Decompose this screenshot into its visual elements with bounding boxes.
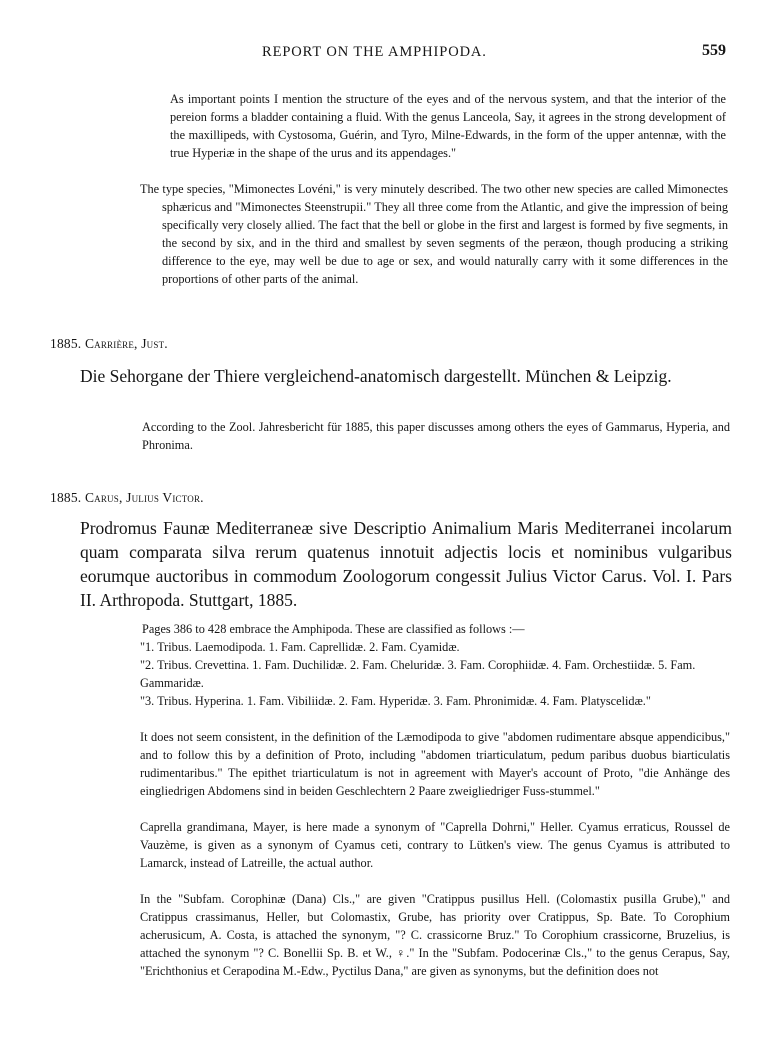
quote-paragraph-1: As important points I mention the structure of the eyes and of the nervous system, and that the interior of the pereion forms a bladder containing a fluid. With the genus Lanceola, Say, it agrees in the strong development of the maxillipeds, with Cystosoma, Guérin, and Tyro, Milne-Edwards, in the form of the upper antennæ, with the true Hyperiæ in the shape of the urus and its appendages."	[170, 92, 726, 160]
page-header	[0, 44, 776, 68]
entry-title-carriere: Die Sehorgane der Thiere vergleichend-anatomisch dargestellt. München & Leipzig.	[80, 366, 672, 386]
paragraph-caprella: Caprella grandimana, Mayer, is here made a synonym of "Caprella Dohrni," Heller. Cyamus erraticus, Roussel de Vauzème, is given as a synonym of Cyamus ceti, contrary to Lütken's view. The genus Cyamus is attributed to Lamarck, instead of Latreille, the actual author.	[140, 820, 730, 870]
classification-intro: Pages 386 to 428 embrace the Amphipoda. These are classified as follows :—	[142, 622, 525, 636]
quote-paragraph-2: The type species, "Mimonectes Lovéni," is very minutely described. The two other new species are called Mimonectes sphæricus and "Mimonectes Steenstrupii." They all three come from the Atlantic, and give the impression of being specifically very closely allied. The fact that the bell or globe in the first and largest is formed by five segments, in the second by six, and in the third and smallest by seven segments of the peræon, though producing a striking difference to the eye, may well be due to age or sex, and would naturally carry with it some differences in the proportions of other parts of the animal.	[140, 182, 728, 286]
entry-title-carus: Prodromus Faunæ Mediterraneæ sive Descriptio Animalium Maris Mediterranei incolarum quam comparata silva rerum quatenus innotuit adjectis locis et nominibus vulgaribus eorumque auctoribus in commodum Zoologorum congessit Julius Victor Carus. Vol. I. Pars II. Arthropoda. Stuttgart, 1885.	[80, 518, 732, 610]
list-item: "3. Tribus. Hyperina. 1. Fam. Vibiliidæ. 2. Fam. Hyperidæ. 3. Fam. Phronimidæ. 4. Fam. Platyscelidæ."	[140, 694, 651, 708]
list-item: "1. Tribus. Laemodipoda. 1. Fam. Caprellidæ. 2. Fam. Cyamidæ.	[140, 640, 460, 654]
entry-year: 1885.	[50, 490, 82, 505]
page-number: 559	[702, 42, 726, 59]
paragraph-corophinae: In the "Subfam. Corophinæ (Dana) Cls.," are given "Cratippus pusillus Hell. (Colomastix pusilla Grube)," and Cratippus crassimanus, Heller, but Colomastix, Grube, has priority over Cratippus, Sp. Bate. To Corophium acherusicum, A. Costa, is attached the synonym, "? C. crassicorne Bruz." To Corophium crassicorne, Bruzelius, is attached the synonym "? C. Bonellii Sp. B. et W., ♀." In the "Subfam. Podocerinæ Cls.," to the genus Cerapus, Say, "Erichthonius et Cerapodina M.-Edw., Pyctilus Dana," are given as synonyms, but the definition does not	[140, 892, 730, 978]
entry-heading-carriere	[50, 336, 168, 352]
list-item: "2. Tribus. Crevettina. 1. Fam. Duchilidæ. 2. Fam. Cheluridæ. 3. Fam. Corophiidæ. 4. Fam. Orchestiidæ. 5. Fam. Gammaridæ.	[140, 658, 696, 690]
entry-heading-carus	[50, 490, 204, 506]
paragraph-laemodipoda: It does not seem consistent, in the definition of the Læmodipoda to give "abdomen rudimentare absque appendicibus," and to follow this by a definition of Proto, including "abdomen triarticulatum, pedum paribus duobus biarticulatis rudimentaribus." The epithet triarticulatum is not in agreement with Mayer's account of Proto, "die Anhänge des eingliedrigen Abdomens sind in beiden Geschlechtern 2 Paare zweigliedriger Fuss-stummel."	[140, 730, 730, 798]
tribus-list	[140, 638, 730, 710]
entry-year: 1885.	[50, 336, 82, 351]
entry-note-carriere: According to the Zool. Jahresbericht für 1885, this paper discusses among others the eyes of Gammarus, Hyperia, and Phronima.	[142, 420, 730, 452]
entry-author: Carus, Julius Victor.	[84, 490, 204, 505]
running-title: REPORT ON THE AMPHIPODA.	[262, 44, 487, 60]
entry-author: Carrière, Just.	[84, 336, 168, 351]
